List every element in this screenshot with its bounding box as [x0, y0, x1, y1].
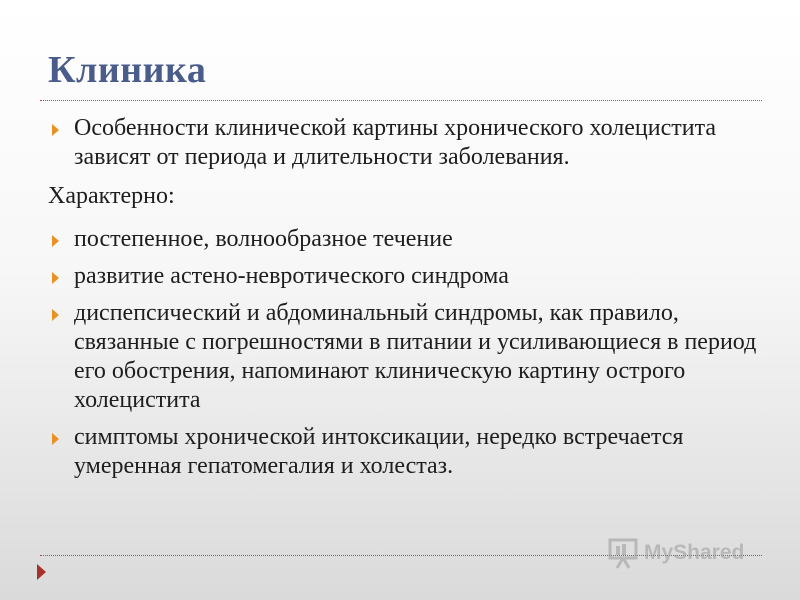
list-item-text: постепенное, волнообразное течение — [74, 226, 453, 252]
list-item — [48, 299, 758, 415]
list-item — [48, 114, 758, 172]
presentation-logo-icon — [608, 537, 642, 569]
list-item — [48, 262, 758, 291]
corner-arrow-icon — [37, 564, 46, 580]
watermark — [608, 537, 744, 569]
plain-text: Характерно: — [48, 183, 175, 209]
bullet-arrow-icon — [52, 272, 59, 284]
bullet-arrow-icon — [52, 433, 59, 445]
watermark-text: MyShared — [644, 541, 745, 564]
slide-title: Клиника — [48, 49, 207, 91]
bullet-arrow-icon — [52, 235, 59, 247]
bullet-arrow-icon — [52, 124, 59, 136]
list-item — [48, 225, 758, 254]
slide-content — [48, 114, 758, 489]
title-divider — [40, 100, 762, 101]
list-item-text: развитие астено-невротического синдрома — [74, 263, 509, 289]
list-item-text: Особенности клинической картины хронического холецистита зависят от периода и длительности заболевания. — [74, 115, 717, 170]
list-item-text: диспепсический и абдоминальный синдромы, как правило, связанные с погрешностями в питании и усиливающиеся в период его обострения, напоминают клиническую картину острого холецистита — [74, 300, 757, 413]
list-item — [48, 423, 758, 481]
bullet-arrow-icon — [52, 309, 59, 321]
list-item-text: симптомы хронической интоксикации, нередко встречается умеренная гепатомегалия и холестаз. — [74, 424, 684, 479]
